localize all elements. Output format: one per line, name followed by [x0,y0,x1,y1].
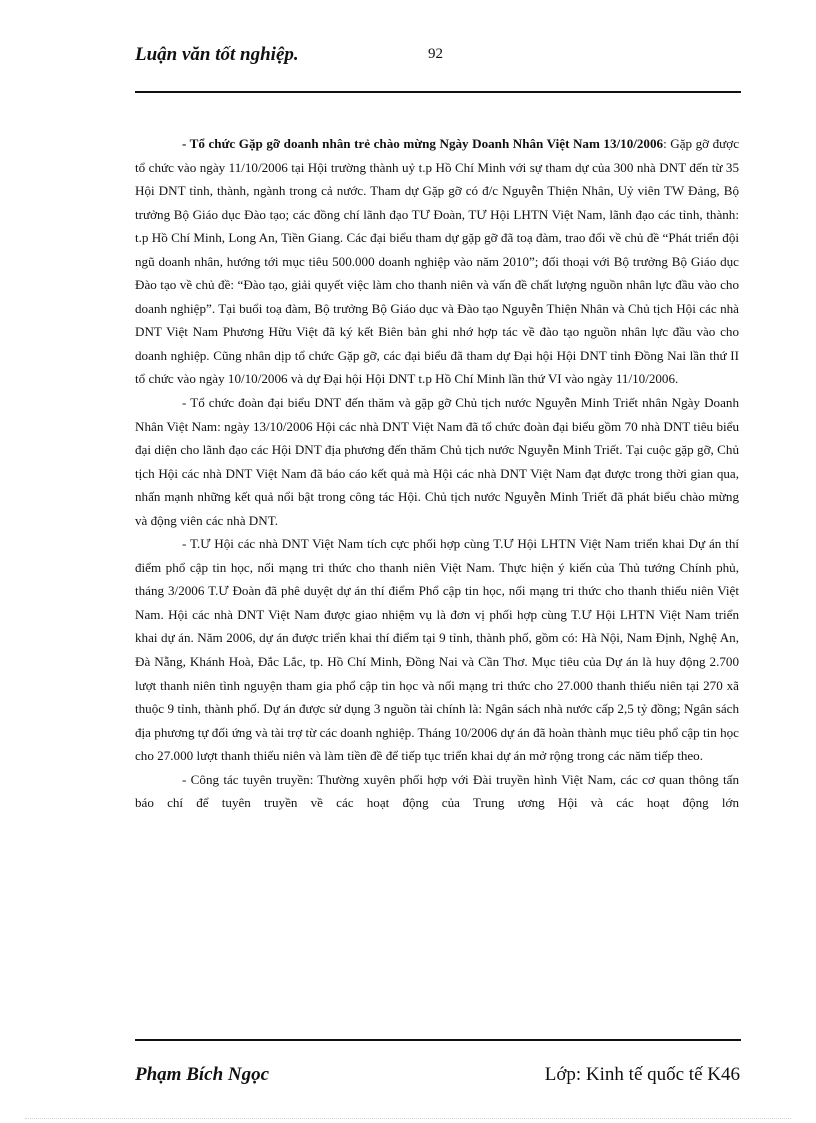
paragraph-1-bold-lead: - Tổ chức Gặp gỡ doanh nhân trẻ chào mừng Ngày Doanh Nhân Việt Nam 13/10/2006 [182,136,664,151]
body-text [135,132,739,815]
header-divider [135,91,741,93]
paragraph-3: - T.Ư Hội các nhà DNT Việt Nam tích cực phối hợp cùng T.Ư Hội LHTN Việt Nam triển khai Dự án thí điểm phổ cập tin học, nối mạng tri thức cho thanh niên Việt Nam. Thực hiện ý kiến của Thủ tướng Chính phủ, tháng 3/2006 T.Ư Đoàn đã phê duyệt dự án thí điểm Phổ cập tin học, nối mạng tri thức cho thanh thiếu niên Việt Nam. Hội các nhà DNT Việt Nam được giao nhiệm vụ là đơn vị phối hợp cùng T.Ư Hội LHTN Việt Nam triển khai dự án. Năm 2006, dự án được triển khai thí điểm tại 9 tỉnh, thành phố, gồm có: Hà Nội, Nam Định, Nghệ An, Đà Nẵng, Khánh Hoà, Đắc Lắc, tp. Hồ Chí Minh, Đồng Nai và Cần Thơ. Mục tiêu của Dự án là huy động 2.700 lượt thanh niên tình nguyện tham gia phổ cập tin học và nối mạng tri thức cho 27.000 thanh thiếu niên tại 270 xã thuộc 9 tỉnh, thành phố. Dự án được sử dụng 3 nguồn tài chính là: Ngân sách nhà nước cấp 2,5 tỷ đồng; Ngân sách địa phương tự đối ứng và tài trợ từ các doanh nghiệp. Tháng 10/2006 dự án đã hoàn thành mục tiêu phổ cập tin học cho 27.000 lượt thanh thiếu niên và làm tiền đề để tiếp tục triển khai dự án mở rộng trong các năm tiếp theo. [135,536,739,764]
footer-divider [135,1039,741,1041]
page-edge-dots [25,1118,791,1119]
paragraph-4: - Công tác tuyên truyền: Thường xuyên phối hợp với Đài truyền hình Việt Nam, các cơ quan thông tấn báo chí để tuyên truyền về các hoạt động của Trung ương Hội và các hoạt động lớn [135,771,739,811]
paragraph-1 [135,132,739,391]
paragraph-2: - Tổ chức đoàn đại biểu DNT đến thăm và gặp gỡ Chủ tịch nước Nguyễn Minh Triết nhân Ngày Doanh Nhân Việt Nam: ngày 13/10/2006 Hội các nhà DNT Việt Nam đã tổ chức đoàn đại biểu gồm 70 nhà DNT tiêu biểu đại diện cho lãnh đạo các Hội DNT địa phương đến thăm Chủ tịch nước Nguyễn Minh Triết. Tại cuộc gặp gỡ, Chủ tịch Hội các nhà DNT Việt Nam đã báo cáo kết quả mà Hội các nhà DNT Việt Nam đạt được trong thời gian qua, nhấn mạnh những kết quả nổi bật trong công tác Hội. Chủ tịch nước Nguyễn Minh Triết đã phát biểu chào mừng và động viên các nhà DNT. [135,395,739,528]
page-number: 92 [428,46,443,62]
document-header-title: Luận văn tốt nghiệp. [135,44,299,65]
footer-class: Lớp: Kinh tế quốc tế K46 [544,1064,740,1085]
footer-author: Phạm Bích Ngọc [135,1064,270,1085]
paragraph-1-text: : Gặp gỡ được tổ chức vào ngày 11/10/2006 tại Hội trường thành uỷ t.p Hồ Chí Minh với sự tham dự của 300 nhà DNT đến từ 35 Hội DNT tỉnh, thành, ngành trong cả nước. Tham dự Gặp gỡ có đ/c Nguyễn Thiện Nhân, Uỷ viên TW Đảng, Bộ trưởng Bộ Giáo dục Đào tạo; các đồng chí lãnh đạo TƯ Đoàn, TƯ Hội LHTN Việt Nam, lãnh đạo các tỉnh, thành: t.p Hồ Chí Minh, Long An, Tiền Giang. Các đại biểu tham dự gặp gỡ đã toạ đàm, trao đổi về chủ đề “Phát triển đội ngũ doanh nhân, hướng tới mục tiêu 500.000 doanh nghiệp vào năm 2010”; đối thoại với Bộ trưởng Bộ Giáo dục Đào tạo về chủ đề: “Đào tạo, giải quyết việc làm cho thanh niên và vấn đề chất lượng nguồn nhân lực đầu vào cho doanh nghiệp”. Tại buổi toạ đàm, Bộ trưởng Bộ Giáo dục và Đào tạo Nguyễn Thiện Nhân và Chủ tịch Hội các nhà DNT Việt Nam Phương Hữu Việt đã ký kết Biên bản ghi nhớ hợp tác về đào tạo nguồn nhân lực đầu vào cho doanh nghiệp. Cũng nhân dịp tổ chức Gặp gỡ, các đại biểu đã tham dự Đại hội Hội DNT tỉnh Đồng Nai lần thứ II tổ chức vào ngày 10/10/2006 và dự Đại hội Hội DNT t.p Hồ Chí Minh lần thứ VI vào ngày 11/10/2006. [135,136,740,387]
